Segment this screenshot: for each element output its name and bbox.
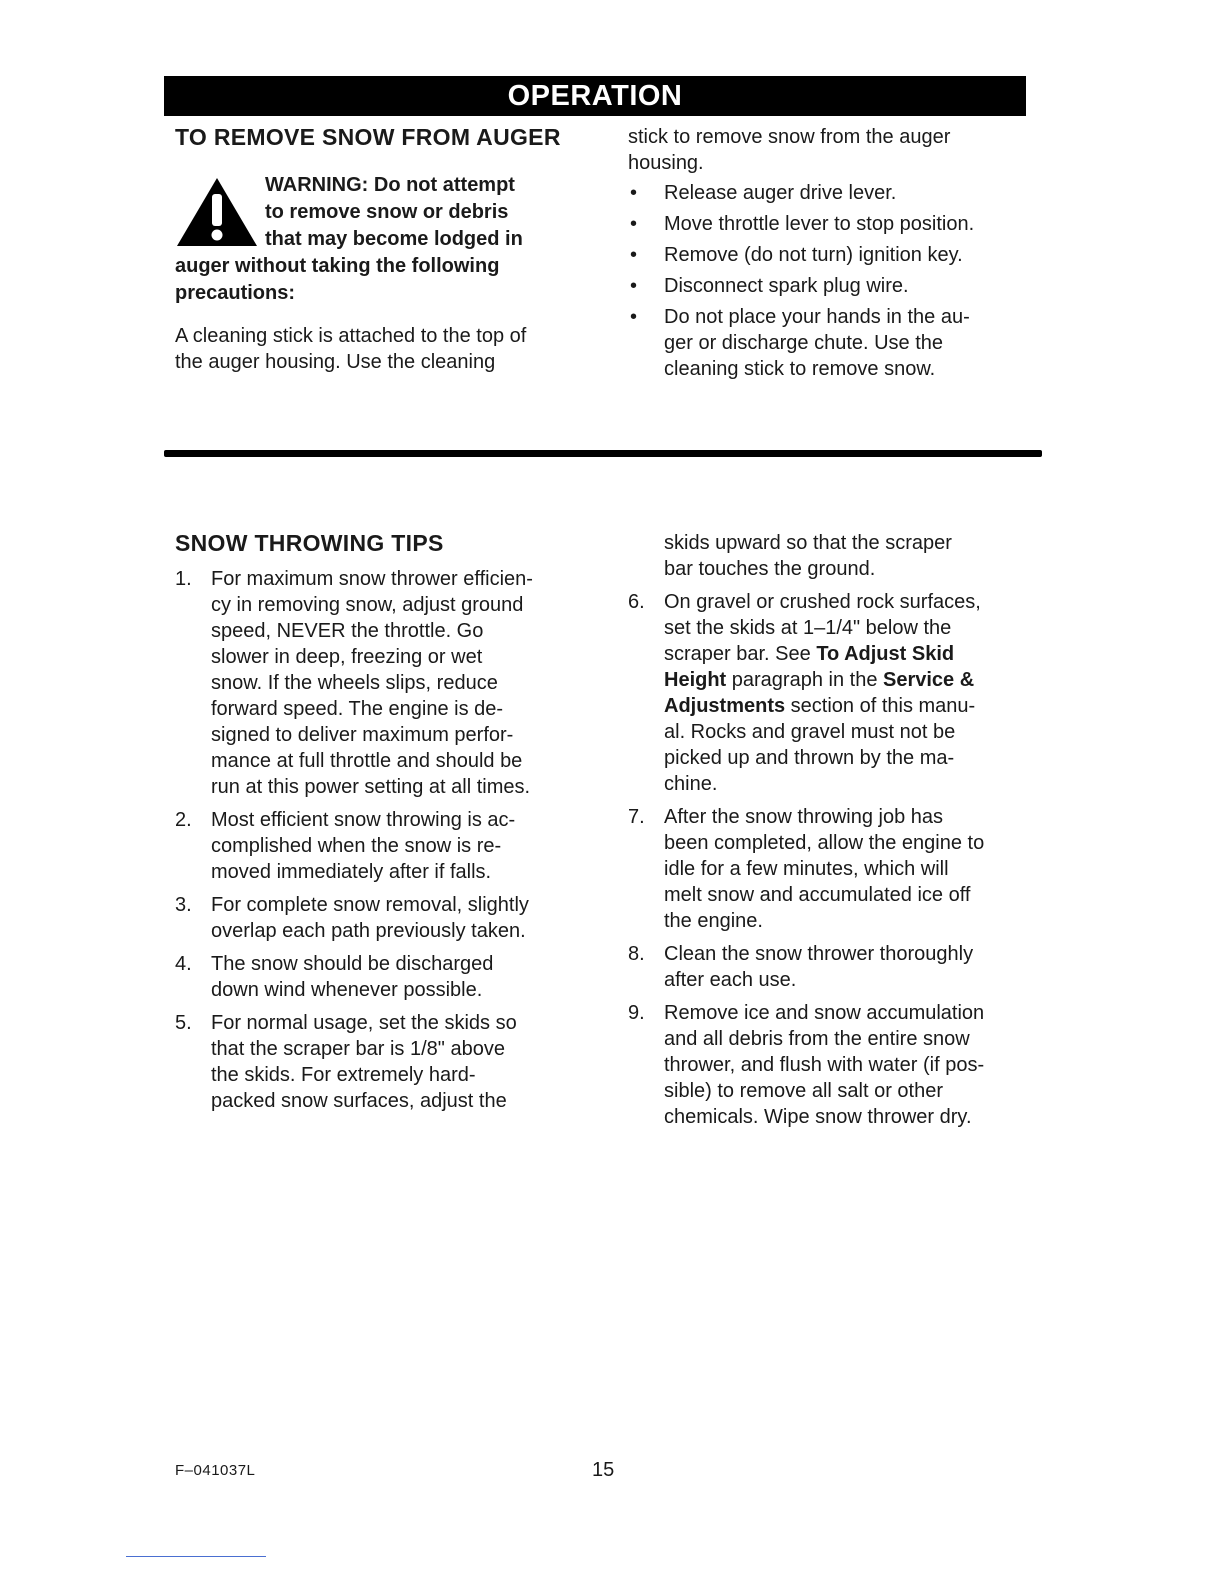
tip-item: 4. The snow should be discharged down wind whenever possible. bbox=[175, 953, 494, 1001]
auger-body bbox=[175, 323, 595, 375]
tip-item: 6. On gravel or crushed rock surfaces, set the skids at 1–1/4" below the scraper bar. See To Adjust Skid Height paragraph in the Service & Adjustments section of this manu- al. Rocks and gravel must not be picked up and thrown by the ma- chine. bbox=[628, 591, 981, 795]
tip-5-continued: skids upward so that the scraper bar touches the ground. bbox=[664, 532, 952, 580]
body-line: stick to remove snow from the auger bbox=[628, 126, 951, 148]
tips-right-column bbox=[628, 530, 1043, 1137]
tips-list-right-2 bbox=[628, 804, 1043, 1130]
cross-reference: Adjustments bbox=[664, 695, 786, 717]
warning-line: precautions: bbox=[175, 282, 296, 304]
cross-reference: Height bbox=[664, 669, 727, 691]
footer-rule bbox=[126, 1556, 266, 1557]
warning-line: auger without taking the following bbox=[175, 255, 500, 277]
warning-line: WARNING: Do not attempt bbox=[265, 174, 515, 196]
precaution-item: • Do not place your hands in the au- ger or discharge chute. Use the cleaning stick to remove snow. bbox=[628, 304, 1038, 382]
tips-heading: SNOW THROWING TIPS bbox=[175, 530, 444, 556]
warning-line: to remove snow or debris bbox=[265, 201, 509, 223]
tip-item: 5. For normal usage, set the skids so that the scraper bar is 1/8" above the skids. For extremely hard- packed snow surfaces, adjust the bbox=[175, 1012, 517, 1112]
auger-left-column bbox=[175, 124, 595, 375]
precaution-item: • Release auger drive lever. bbox=[628, 180, 1038, 206]
auger-heading: TO REMOVE SNOW FROM AUGER bbox=[175, 124, 561, 150]
warning-triangle-icon bbox=[175, 176, 259, 248]
tip-item: 8. Clean the snow thrower thoroughly after each use. bbox=[628, 943, 974, 991]
precaution-list bbox=[628, 180, 1038, 382]
tip-item: 2. Most efficient snow throwing is ac- complished when the snow is re- moved immediately after if falls. bbox=[175, 809, 516, 883]
tip-item: 3. For complete snow removal, slightly overlap each path previously taken. bbox=[175, 894, 529, 942]
body-line: A cleaning stick is attached to the top of bbox=[175, 325, 527, 347]
tips-list-left bbox=[175, 566, 595, 1114]
auger-body-continued bbox=[628, 124, 1038, 176]
section-divider bbox=[164, 450, 1042, 457]
precaution-item: • Disconnect spark plug wire. bbox=[628, 273, 1038, 299]
section-banner: OPERATION bbox=[164, 76, 1026, 116]
warning-block bbox=[175, 172, 595, 307]
auger-right-column bbox=[628, 124, 1038, 387]
precaution-item: • Move throttle lever to stop position. bbox=[628, 211, 1038, 237]
document-code: F–041037L bbox=[175, 1462, 256, 1479]
tips-left-column bbox=[175, 530, 595, 1121]
tip-item: 7. After the snow throwing job has been completed, allow the engine to idle for a few minutes, which will melt snow and accumulated ice off the engine. bbox=[628, 806, 985, 932]
tip-item: 9. Remove ice and snow accumulation and all debris from the entire snow thrower, and flush with water (if pos- sible) to remove all salt or other chemicals. Wipe snow thrower dry. bbox=[628, 1002, 985, 1128]
body-line: housing. bbox=[628, 152, 704, 174]
tip-item: 1. For maximum snow thrower efficien- cy in removing snow, adjust ground speed, NEVER the throttle. Go slower in deep, freezing or wet snow. If the wheels slips, reduce forward speed. The engine is de- signed to deliver maximum perfor- mance at full throttle and should be run at this power setting at all times. bbox=[175, 568, 533, 798]
precaution-item: • Remove (do not turn) ignition key. bbox=[628, 242, 1038, 268]
cross-reference: To Adjust Skid bbox=[816, 643, 955, 665]
warning-line: that may become lodged in bbox=[265, 228, 523, 250]
cross-reference: Service & bbox=[883, 669, 975, 691]
body-line: the auger housing. Use the cleaning bbox=[175, 351, 496, 373]
page-number: 15 bbox=[592, 1459, 615, 1481]
tips-list-right bbox=[628, 589, 1043, 797]
